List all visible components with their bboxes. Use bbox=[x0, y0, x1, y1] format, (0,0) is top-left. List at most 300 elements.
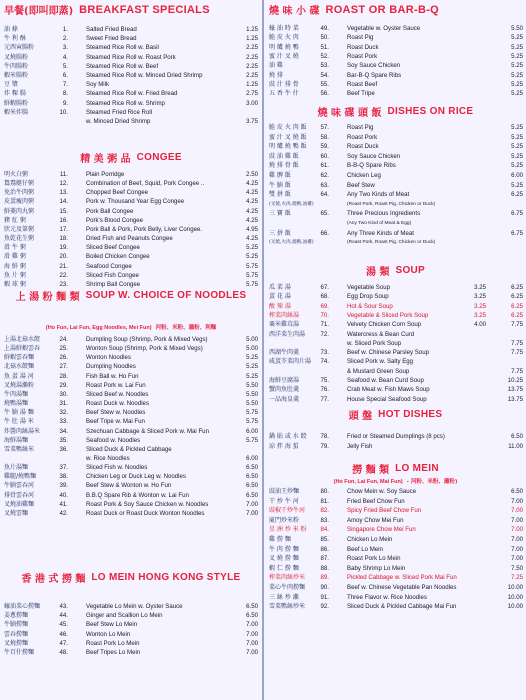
item-number: 83. bbox=[320, 516, 329, 524]
menu-item bbox=[265, 525, 526, 534]
item-price-small: 3.25 bbox=[474, 311, 486, 319]
item-name: Velvety Chicken Corn Soup bbox=[347, 321, 422, 329]
item-price: 4.25 bbox=[246, 189, 258, 197]
menu-item bbox=[0, 89, 262, 98]
item-name-zh: 三 拼 飯 bbox=[269, 229, 291, 237]
item-price: 2.25 bbox=[246, 72, 258, 79]
item-name-zh: 五 香 牛 什 bbox=[269, 90, 299, 98]
item-name: Spicy Fried Beef Chow Fun bbox=[347, 507, 422, 515]
menu-item bbox=[0, 43, 262, 52]
item-number: 34. bbox=[59, 427, 68, 435]
menu-item bbox=[265, 161, 526, 170]
item-name: Roast Pork bbox=[347, 133, 378, 141]
item-name: Three Flavor w. Rice Noodles bbox=[347, 593, 427, 601]
menu-item bbox=[0, 500, 262, 509]
item-price: 4.95 bbox=[246, 225, 258, 233]
item-name: Dried Fish and Peanuts Congee bbox=[86, 235, 173, 243]
item-name: Beef Lo Mein bbox=[347, 545, 383, 553]
item-price-large: 13.75 bbox=[507, 395, 523, 403]
menu-item bbox=[265, 564, 526, 573]
column-divider bbox=[262, 0, 264, 700]
item-price: 5.25 bbox=[511, 80, 523, 88]
item-number: 25. bbox=[59, 345, 68, 353]
item-number: 24. bbox=[59, 336, 68, 343]
menu-item bbox=[265, 385, 526, 394]
item-number: 37. bbox=[59, 464, 68, 472]
item-name-zh: 雙 拼 飯 bbox=[269, 191, 291, 199]
item-name: w. Minced Dried Shrimp bbox=[86, 118, 151, 125]
menu-item bbox=[0, 62, 262, 71]
menu-item bbox=[0, 481, 262, 490]
menu-item bbox=[265, 302, 526, 311]
item-name-zh: 叉燒雲麵 bbox=[4, 509, 29, 517]
menu-item bbox=[265, 497, 526, 506]
item-number: 45. bbox=[59, 621, 68, 629]
item-name-zh: 一品海皇羹 bbox=[269, 395, 300, 403]
menu-item bbox=[0, 445, 262, 454]
item-name-zh: 干 炒 牛 河 bbox=[269, 497, 299, 505]
menu-item bbox=[265, 123, 526, 132]
menu-item bbox=[0, 509, 262, 518]
menu-item bbox=[265, 209, 526, 218]
section-header-soup-noodles bbox=[0, 288, 262, 303]
item-name: Dumpling Soup (Shrimp, Pork & Mixed Vegs) bbox=[86, 336, 208, 343]
menu-item bbox=[265, 330, 526, 339]
menu-item bbox=[0, 390, 262, 399]
item-price: 6.50 bbox=[246, 464, 258, 472]
item-price: 5.25 bbox=[511, 71, 523, 79]
section-header-lo-mein bbox=[265, 461, 526, 476]
item-number: 60. bbox=[320, 152, 329, 160]
item-name-zh: 滑 雞 粥 bbox=[4, 253, 26, 261]
menu-item bbox=[265, 171, 526, 180]
section-title-zh: 香 港 式 撈 麵 bbox=[21, 574, 86, 585]
item-number: 8. bbox=[62, 90, 68, 98]
item-number: 20. bbox=[59, 253, 68, 261]
item-name-zh: 廈門炒米粉 bbox=[269, 516, 300, 524]
item-number: 38. bbox=[59, 473, 68, 481]
item-price: 5.25 bbox=[511, 181, 523, 189]
item-name-zh: (叉燒,火肉,燒鴨,油雞) bbox=[269, 201, 314, 207]
item-name: Plain Porridge bbox=[86, 171, 125, 178]
menu-item bbox=[0, 25, 262, 34]
item-name-zh: 明 爐 燒 鴨 bbox=[269, 43, 299, 51]
menu-item bbox=[265, 432, 526, 441]
item-price: 5.25 bbox=[511, 62, 523, 70]
item-number: 64. bbox=[320, 191, 329, 199]
item-name: Vegetable w. Oyster Sauce bbox=[347, 25, 421, 32]
menu-item bbox=[265, 442, 526, 451]
item-name-zh: 蛋 花 湯 bbox=[269, 293, 291, 301]
item-name-zh: 星 洲 炒 米 粉 bbox=[269, 526, 307, 534]
menu-item bbox=[265, 357, 526, 366]
item-name: Steamed Rice Roll w. Fried Bread bbox=[86, 90, 178, 98]
item-price: 6.50 bbox=[511, 433, 523, 440]
menu-item bbox=[265, 593, 526, 602]
menu-item bbox=[265, 142, 526, 151]
item-name: Ginger and Scallion Lo Mein bbox=[86, 612, 163, 620]
item-name-zh: 叉 燒 撈 麵 bbox=[269, 555, 299, 563]
section-title-zh: 撈 麵 類 bbox=[352, 465, 390, 476]
item-name: Sliced Beef Congee bbox=[86, 244, 140, 252]
menu-item bbox=[265, 89, 526, 98]
item-name-zh: 叉燒腸粉 bbox=[4, 53, 29, 61]
item-price: 5.25 bbox=[511, 90, 523, 98]
item-number: 74. bbox=[320, 358, 329, 366]
section-header-hot bbox=[265, 407, 526, 422]
menu-item bbox=[0, 427, 262, 436]
item-name-zh: 上湯鮮蝦雲吞 bbox=[4, 345, 41, 353]
item-number: 41. bbox=[59, 500, 68, 508]
menu-item bbox=[265, 219, 526, 228]
item-number: 85. bbox=[320, 536, 329, 543]
menu-item bbox=[0, 335, 262, 344]
item-number: 29. bbox=[59, 381, 68, 389]
item-price-large: 6.25 bbox=[511, 284, 523, 291]
item-name: Combination of Beef, Squid, Pork Congee .. bbox=[86, 180, 205, 188]
menu-item bbox=[265, 181, 526, 190]
menu-item bbox=[265, 583, 526, 592]
item-name-zh: 明 爐 燒 鴨 飯 bbox=[269, 143, 307, 151]
item-price-large: 6.25 bbox=[511, 302, 523, 310]
item-price: 7.00 bbox=[246, 649, 258, 656]
item-number: 1. bbox=[62, 26, 68, 33]
item-price: 5.25 bbox=[511, 143, 523, 151]
menu-item bbox=[0, 472, 262, 481]
item-number: 10. bbox=[59, 108, 68, 116]
menu-item bbox=[0, 262, 262, 271]
item-name-zh: 雪菜鴨絲米 bbox=[4, 445, 35, 453]
menu-item bbox=[265, 573, 526, 582]
menu-item bbox=[0, 71, 262, 80]
menu-item bbox=[265, 487, 526, 496]
item-name: Pork Ball Congee bbox=[86, 207, 134, 215]
item-name: Roast Pig bbox=[347, 34, 374, 42]
item-name: Beef Stew bbox=[347, 181, 375, 189]
item-number: 39. bbox=[59, 482, 68, 490]
menu-item bbox=[0, 648, 262, 657]
item-name-zh: 鮮菱肉丸粥 bbox=[4, 207, 35, 215]
item-name-zh: 咸蛋芥菜肉片湯 bbox=[269, 358, 312, 366]
menu-item bbox=[0, 197, 262, 206]
menu-item bbox=[265, 238, 526, 247]
item-name: Any Three Kinds of Meat bbox=[347, 229, 414, 237]
item-number: 17. bbox=[59, 225, 68, 233]
item-name: Chicken Leg or Duck Leg w. Noodles bbox=[86, 473, 186, 481]
item-number: 87. bbox=[320, 555, 329, 563]
item-price: 10.00 bbox=[507, 593, 523, 601]
item-number: 40. bbox=[59, 491, 68, 499]
item-price: 5.75 bbox=[246, 409, 258, 417]
item-price: 5.75 bbox=[246, 271, 258, 279]
item-name-zh: 雞 撈 麵 bbox=[269, 536, 291, 543]
section-title-en: LO MEIN HONG KONG STYLE bbox=[91, 572, 241, 583]
item-name-zh: 豉椒干炒牛河 bbox=[269, 507, 306, 515]
section-subtitle-zh: - 河粉、米粉、瀨粉) bbox=[406, 479, 458, 485]
section-subtitle bbox=[0, 323, 262, 331]
item-name-zh: 叉燒油雞麵 bbox=[4, 500, 35, 508]
item-name: Beef w. Chinese Parsley Soup bbox=[347, 349, 429, 357]
item-name-zh: 蜜 汁 叉 燒 飯 bbox=[269, 133, 307, 141]
menu-item bbox=[265, 229, 526, 238]
item-number: 65. bbox=[320, 210, 329, 218]
menu-item bbox=[0, 80, 262, 89]
item-name: Crab Meat w. Fish Maws Soup bbox=[347, 386, 430, 394]
item-price: 4.25 bbox=[246, 207, 258, 215]
item-number: 70. bbox=[320, 311, 329, 319]
menu-item bbox=[0, 381, 262, 390]
section-title-en: SOUP bbox=[395, 265, 426, 276]
item-number: 43. bbox=[59, 603, 68, 610]
item-name: Roast Duck bbox=[347, 43, 379, 51]
item-name: Steamed Rice Roll w. Beef bbox=[86, 62, 159, 70]
item-name-zh: 鍋 貼 或 水 餃 bbox=[269, 433, 307, 440]
item-name: Roast Pork bbox=[347, 52, 378, 60]
menu-item bbox=[265, 376, 526, 385]
menu-item bbox=[0, 630, 262, 639]
item-price: 5.25 bbox=[246, 253, 258, 261]
item-name: Shrimp Ball Congee bbox=[86, 280, 141, 288]
item-name-zh: 雞 髀 飯 bbox=[269, 172, 291, 179]
item-number: 51. bbox=[320, 43, 329, 51]
item-name-zh: 牛肉湯麵 bbox=[4, 390, 29, 398]
item-number: 15. bbox=[59, 207, 68, 215]
item-number: 5. bbox=[62, 62, 68, 70]
item-name-zh: 豉 汁 排 骨 bbox=[269, 80, 299, 88]
item-price: 5.25 bbox=[511, 152, 523, 160]
item-price: 7.00 bbox=[246, 621, 258, 629]
item-number: 2. bbox=[62, 35, 68, 43]
section-title-zh: 燒 味 小 碟 bbox=[269, 6, 320, 17]
item-name: Soy Milk bbox=[86, 81, 110, 89]
item-price: 6.00 bbox=[511, 172, 523, 179]
item-name-zh: 豉油王炒麵 bbox=[269, 488, 300, 495]
menu-item bbox=[265, 283, 526, 292]
menu-item bbox=[265, 52, 526, 61]
item-price: 6.75 bbox=[511, 229, 523, 237]
item-number: 49. bbox=[320, 25, 329, 32]
item-price: 6.50 bbox=[246, 612, 258, 620]
item-name-zh: 粟米雞茸湯 bbox=[269, 321, 300, 329]
item-number: 81. bbox=[320, 497, 329, 505]
item-name-zh: 魚片湯麵 bbox=[4, 464, 29, 472]
item-number: 73. bbox=[320, 349, 329, 357]
item-number: 76. bbox=[320, 386, 329, 394]
item-name: House Special Seafood Soup bbox=[347, 395, 427, 403]
item-number: 23. bbox=[59, 280, 68, 288]
item-name-zh: 榨菜肉絲湯 bbox=[269, 311, 300, 319]
menu-item bbox=[265, 535, 526, 544]
item-number: 59. bbox=[320, 143, 329, 151]
item-name-zh: 牛腩雲吞河 bbox=[4, 482, 35, 490]
item-name-zh: 蝦米炸腸 bbox=[4, 108, 29, 116]
item-name: Roast Duck or Roast Duck Wonton Noodles bbox=[86, 509, 205, 517]
item-name: Chow Mein w. Soy Sauce bbox=[347, 488, 417, 495]
item-number: 68. bbox=[320, 293, 329, 301]
section-title-zh: 燒 味 碟 頭 飯 bbox=[317, 108, 382, 119]
item-name: Szechuan Cabbage & Sliced Pork w. Mai Fun bbox=[86, 427, 209, 435]
item-name: Vegetable Lo Mein w. Oyster Sauce bbox=[86, 603, 183, 610]
item-name: Soy Sauce Chicken bbox=[347, 62, 401, 70]
section-subtitle-en: (Ho Fun, Lai Fun, Mai Fun) bbox=[333, 479, 403, 485]
item-price: 6.00 bbox=[246, 454, 258, 462]
item-number: 55. bbox=[320, 80, 329, 88]
item-name-zh: 牛百什撈麵 bbox=[4, 649, 35, 656]
item-number: 54. bbox=[320, 71, 329, 79]
item-name-zh: 海 鮮 粥 bbox=[4, 262, 26, 270]
item-name-zh: 燒鴨湯麵 bbox=[4, 400, 29, 408]
menu-item bbox=[265, 43, 526, 52]
item-price: 10.00 bbox=[507, 584, 523, 591]
item-name: (Any Two Kind of Meat & Egg) bbox=[347, 221, 412, 226]
menu-item bbox=[265, 24, 526, 33]
item-number: 3. bbox=[62, 44, 68, 52]
item-name: Vegetable & Sliced Pork Soup bbox=[347, 311, 429, 319]
item-price: 7.50 bbox=[511, 564, 523, 572]
item-name: Seafood Congee bbox=[86, 262, 132, 270]
item-price: 5.00 bbox=[246, 345, 258, 353]
item-name: Roast Pig bbox=[347, 124, 374, 131]
item-name-zh: 西洋菜生肉湯 bbox=[269, 330, 306, 338]
menu-item bbox=[265, 133, 526, 142]
item-price: 5.75 bbox=[246, 418, 258, 426]
item-name-zh: 蝦 球 粥 bbox=[4, 280, 26, 288]
menu-item bbox=[265, 367, 526, 376]
item-number: 92. bbox=[320, 603, 329, 611]
item-name: Jelly Fish bbox=[347, 443, 373, 450]
item-name: Beef Tripe bbox=[347, 90, 375, 98]
item-number: 53. bbox=[320, 62, 329, 70]
item-name-zh: 豬 紅 粥 bbox=[4, 216, 26, 224]
item-name-zh: 牛 腩 飯 bbox=[269, 181, 291, 189]
menu-item bbox=[265, 320, 526, 329]
item-name: B.B.Q Spare Rib & Wonton w. Lai Fun bbox=[86, 491, 189, 499]
menu-item bbox=[0, 252, 262, 261]
menu-item bbox=[265, 348, 526, 357]
item-price: 5.75 bbox=[246, 280, 258, 288]
menu-item bbox=[0, 99, 262, 108]
item-name: w. Rice Noodles bbox=[86, 454, 130, 462]
menu-item bbox=[0, 344, 262, 353]
menu-item bbox=[0, 491, 262, 500]
item-number: 26. bbox=[59, 354, 68, 362]
item-price: 1.25 bbox=[246, 26, 258, 33]
item-number: 52. bbox=[320, 52, 329, 60]
item-price: 4.25 bbox=[246, 235, 258, 243]
item-name-zh: 西湖牛肉羹 bbox=[269, 349, 300, 357]
item-price: 7.00 bbox=[511, 545, 523, 553]
menu-item bbox=[0, 53, 262, 62]
item-name-zh: 脆 皮 火 肉 飯 bbox=[269, 124, 307, 131]
item-price: 5.25 bbox=[511, 52, 523, 60]
item-name: Roast Pork Lo Mein bbox=[347, 555, 401, 563]
item-name-zh: 雲吞撈麵 bbox=[4, 630, 29, 638]
item-price: 6.50 bbox=[246, 482, 258, 490]
item-name: Pork w. Thousand Year Egg Congee bbox=[86, 198, 185, 206]
item-name-zh: 豆 漿 bbox=[4, 81, 18, 89]
menu-item bbox=[265, 80, 526, 89]
item-name: Steamed Rice Roll w. Shrimp bbox=[86, 99, 165, 107]
section-header-soup bbox=[265, 263, 526, 278]
item-name: Seafood w. Bean Curd Soup bbox=[347, 377, 424, 384]
item-name-zh: 魚 片 粥 bbox=[4, 271, 26, 279]
item-price: 7.00 bbox=[246, 509, 258, 517]
item-name-zh: 脆 皮 火 肉 bbox=[269, 34, 299, 42]
menu-item bbox=[0, 34, 262, 43]
item-name: Beef Tripes Lo Mein bbox=[86, 649, 141, 656]
item-name: Steamed Rice Roll w. Minced Dried Shrimp bbox=[86, 72, 203, 79]
item-price: 6.50 bbox=[246, 603, 258, 610]
item-number: 18. bbox=[59, 235, 68, 243]
item-price: 5.25 bbox=[246, 372, 258, 380]
item-price: 6.50 bbox=[246, 491, 258, 499]
item-price-large: 6.25 bbox=[511, 311, 523, 319]
item-name: Any Two Kinds of Meat bbox=[347, 191, 410, 199]
menu-item bbox=[265, 395, 526, 404]
item-number: 62. bbox=[320, 172, 329, 179]
item-name: Roast Pork & Soy Sauce Chicken w. Noodles bbox=[86, 500, 209, 508]
item-price-large: 7.75 bbox=[511, 339, 523, 347]
item-number: 80. bbox=[320, 488, 329, 495]
item-price: 7.00 bbox=[511, 555, 523, 563]
item-name-zh: 蠔油菜心撈麵 bbox=[4, 603, 41, 610]
menu-item bbox=[265, 292, 526, 301]
item-number: 77. bbox=[320, 395, 329, 403]
item-price: 6.50 bbox=[511, 488, 523, 495]
menu-item bbox=[265, 554, 526, 563]
item-name: (Roast Pork, Roast Pig, Chicken or Duck) bbox=[347, 201, 436, 207]
menu-item bbox=[0, 188, 262, 197]
item-name-zh: 三 寶 飯 bbox=[269, 210, 291, 218]
item-name-zh: 叉燒撈麵 bbox=[4, 639, 29, 647]
item-name-zh: 鮮蝦腸粉 bbox=[4, 99, 29, 107]
item-number: 33. bbox=[59, 418, 68, 426]
section-header-bbq bbox=[265, 2, 526, 17]
item-price: 4.25 bbox=[246, 198, 258, 206]
item-name: Hot & Sour Soup bbox=[347, 302, 393, 310]
item-name-zh: 三 絲 炒 瀨 bbox=[269, 593, 299, 601]
item-name: Beef Stew Lo Mein bbox=[86, 621, 138, 629]
item-number: 19. bbox=[59, 244, 68, 252]
section-title-en: SOUP W. CHOICE OF NOODLES bbox=[85, 290, 247, 301]
item-name-zh: (叉燒,火肉,燒鴨,油雞) bbox=[269, 240, 314, 246]
item-name-zh: 元西寅腸粉 bbox=[4, 44, 35, 52]
item-name-zh: 菜心牛肉撈麵 bbox=[269, 584, 306, 591]
item-name: Dumpling Noodles bbox=[86, 363, 136, 371]
item-name-zh: 魚 蛋 湯 河 bbox=[4, 372, 34, 380]
section-subtitle bbox=[265, 477, 526, 485]
item-name-zh: 滑 牛 粥 bbox=[4, 244, 26, 252]
item-number: 90. bbox=[320, 584, 329, 591]
item-price-large: 7.75 bbox=[511, 367, 523, 375]
item-number: 58. bbox=[320, 133, 329, 141]
item-price: 5.25 bbox=[511, 43, 523, 51]
item-name-zh: 明火白粥 bbox=[4, 171, 29, 178]
item-price: 5.25 bbox=[511, 124, 523, 131]
item-name: Seafood w. Noodles bbox=[86, 436, 141, 444]
item-name: Amoy Chow Mei Fun bbox=[347, 516, 404, 524]
item-name: Egg Drop Soup bbox=[347, 293, 389, 301]
item-price: 5.50 bbox=[511, 25, 523, 32]
menu-item bbox=[0, 271, 262, 280]
menu-item bbox=[0, 611, 262, 620]
section-title-zh: 頭 盤 bbox=[348, 411, 373, 422]
item-number: 44. bbox=[59, 612, 68, 620]
menu-item bbox=[0, 207, 262, 216]
menu-item bbox=[265, 61, 526, 70]
item-price: 5.25 bbox=[246, 354, 258, 362]
item-name: Chicken Lo Mein bbox=[347, 536, 393, 543]
